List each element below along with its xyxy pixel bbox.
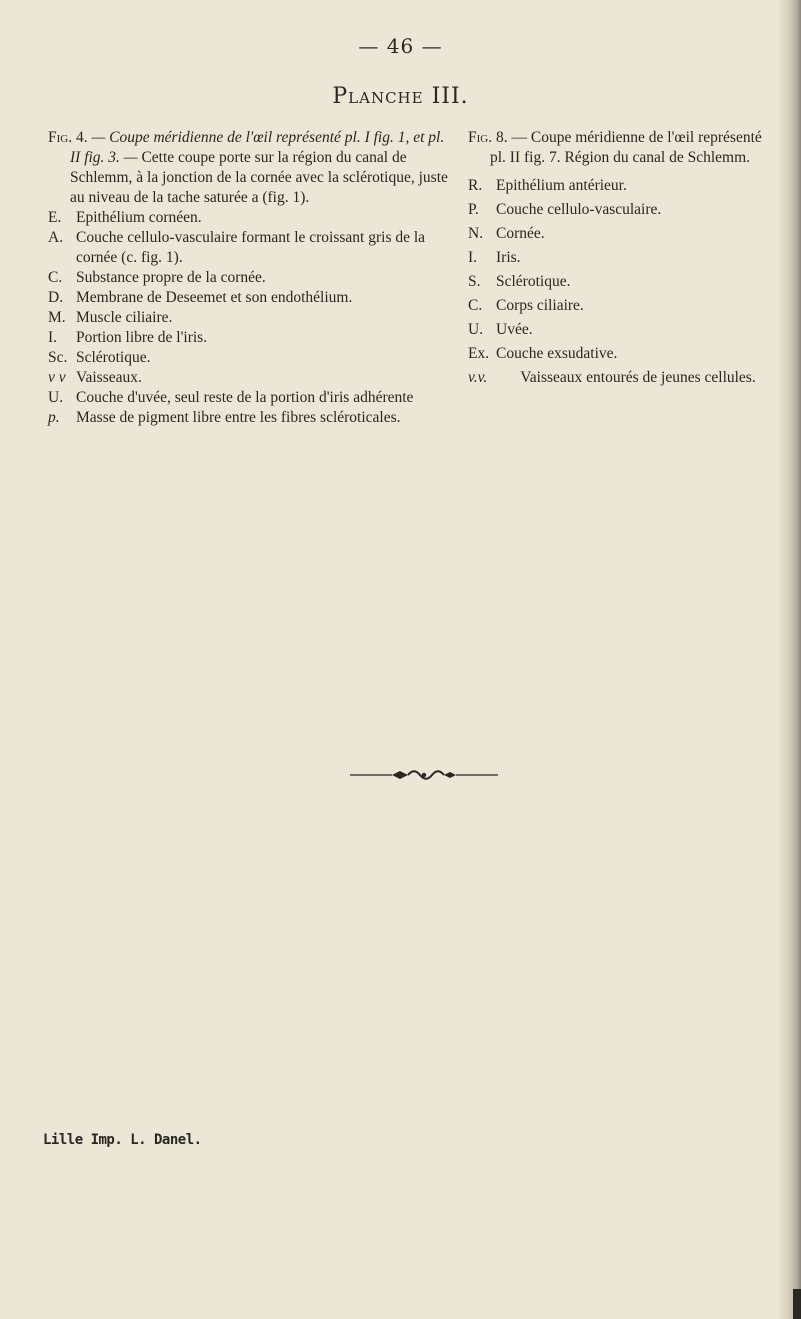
legend-key: Ex. <box>468 345 490 362</box>
legend-desc: Couche cellulo-vasculaire. <box>496 201 662 218</box>
legend-entry <box>48 388 456 408</box>
legend-desc: Vaisseaux. <box>76 369 142 386</box>
legend-entry <box>48 408 456 428</box>
legend-entry <box>468 222 774 246</box>
figure-4-label: Fig. 4. <box>48 129 88 146</box>
legend-desc: Substance propre de la cornée. <box>76 269 266 286</box>
legend-entry <box>468 294 774 318</box>
legend-entry <box>468 342 774 366</box>
legend-desc: Sclérotique. <box>76 349 151 366</box>
legend-entry <box>468 246 774 270</box>
legend-key: U. <box>48 389 64 406</box>
legend-desc: Muscle ciliaire. <box>76 309 173 326</box>
legend-desc: Sclérotique. <box>496 273 571 290</box>
legend-entry <box>48 288 456 308</box>
page-number: — 46 — <box>358 34 443 58</box>
legend-desc: Iris. <box>496 249 521 266</box>
figure-8-label: Fig. 8. <box>468 129 508 146</box>
legend-key: C. <box>468 297 483 314</box>
legend-key: p. <box>48 409 60 426</box>
legend-key: Sc. <box>48 349 68 366</box>
legend-key: E. <box>48 209 62 226</box>
printer-imprint: Lille Imp. L. Danel. <box>43 1132 202 1148</box>
legend-entry <box>48 268 456 288</box>
page-edge-shadow <box>779 0 801 1319</box>
figure-4-caption <box>48 128 456 208</box>
legend-entry <box>468 270 774 294</box>
legend-desc: Couche d'uvée, seul reste de la portion d'iris adhérente <box>76 389 414 406</box>
legend-desc: Vaisseaux entourés de jeunes cellules. <box>520 369 756 386</box>
legend-key: R. <box>468 177 483 194</box>
legend-key: C. <box>48 269 63 286</box>
legend-key: S. <box>468 273 481 290</box>
plate-title: Planche III. <box>332 84 469 109</box>
legend-key: A. <box>48 229 64 246</box>
right-column <box>468 128 774 388</box>
legend-entry <box>48 228 456 268</box>
figure-8-caption <box>468 128 774 168</box>
legend-entry <box>468 318 774 342</box>
legend-key: v v <box>48 369 66 386</box>
figure-4-title: — Coupe méridienne de l'œil représenté pl. I fig. 1, et pl. II fig. 3. — <box>70 129 445 166</box>
legend-desc: Cornée. <box>496 225 545 242</box>
legend-key: v.v. <box>468 369 488 386</box>
legend-desc: Membrane de Deseemet et son endothélium. <box>76 289 353 306</box>
legend-desc: Uvée. <box>496 321 533 338</box>
legend-entry <box>48 348 456 368</box>
typographic-divider-icon <box>350 768 498 782</box>
figure-8-text: — Coupe méridienne de l'œil représenté pl. II fig. 7. Région du canal de Schlemm. <box>490 129 762 166</box>
legend-entry <box>468 368 774 388</box>
legend-entry <box>48 208 456 228</box>
legend-desc: Couche cellulo-vasculaire formant le croissant gris de la cornée (c. fig. 1). <box>76 229 426 266</box>
legend-desc: Epithélium antérieur. <box>496 177 627 194</box>
legend-desc: Epithélium cornéen. <box>76 209 202 226</box>
page-corner-mark <box>793 1289 801 1319</box>
legend-desc: Corps ciliaire. <box>496 297 584 314</box>
legend-entry <box>468 198 774 222</box>
legend-key: P. <box>468 201 479 218</box>
legend-key: U. <box>468 321 484 338</box>
legend-key: I. <box>468 249 478 266</box>
legend-key: I. <box>48 329 58 346</box>
legend-desc: Couche exsudative. <box>496 345 618 362</box>
legend-key: N. <box>468 225 484 242</box>
left-column <box>48 128 456 428</box>
legend-desc: Masse de pigment libre entre les fibres scléroticales. <box>76 409 401 426</box>
legend-desc: Portion libre de l'iris. <box>76 329 208 346</box>
legend-key: M. <box>48 309 66 326</box>
legend-entry <box>48 308 456 328</box>
figure-4-text: Cette coupe porte sur la région du canal de Schlemm, à la jonction de la cornée avec la sclérotique, juste au niveau de la tache saturée a (fig. 1). <box>70 149 448 206</box>
legend-entry <box>48 328 456 348</box>
legend-entry <box>48 368 456 388</box>
legend-key: D. <box>48 289 64 306</box>
legend-entry <box>468 174 774 198</box>
